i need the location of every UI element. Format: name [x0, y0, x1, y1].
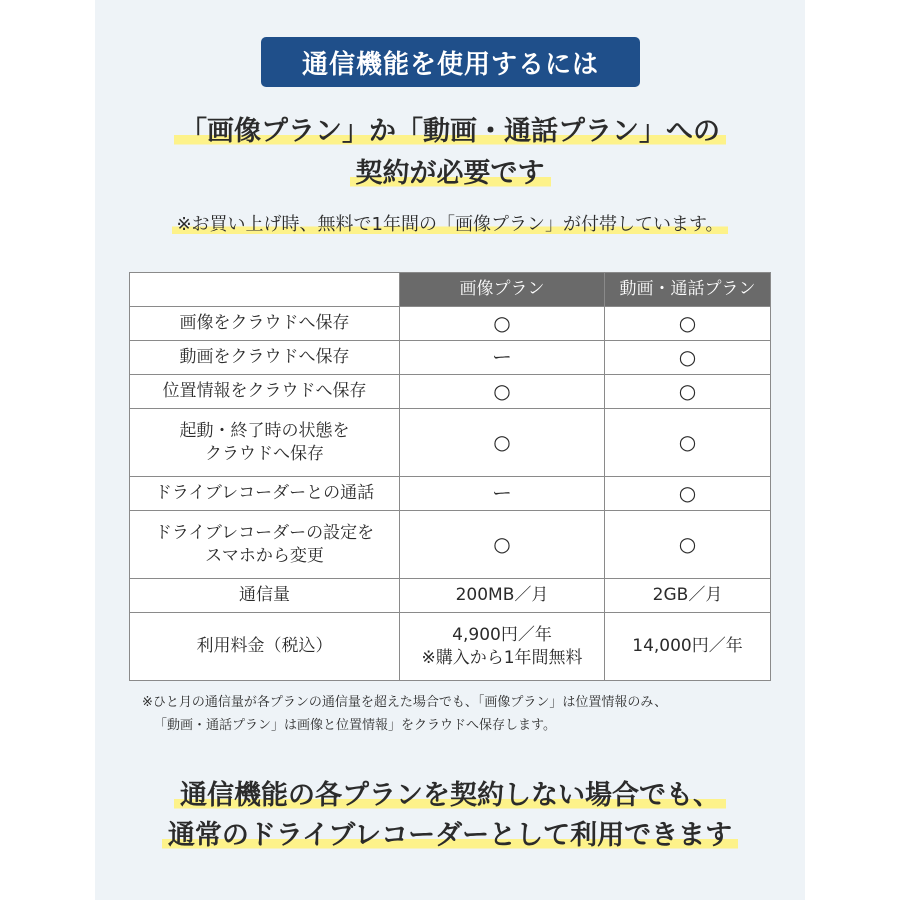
video-plan-cell: ○ — [605, 375, 771, 409]
video-plan-cell: ○ — [605, 307, 771, 341]
bundle-note-text: ※お買い上げ時、無料で1年間の「画像プラン」が付帯しています。 — [172, 214, 727, 235]
headline-line-1-text: 「画像プラン」か「動画・通話プラン」への — [174, 116, 726, 147]
table-row — [130, 511, 771, 579]
headline-line-2-text: 契約が必要です — [350, 158, 551, 189]
table-row — [130, 477, 771, 511]
table-footnote — [142, 692, 782, 738]
feature-cell: ドライブレコーダーとの通話 — [130, 477, 400, 511]
header-image-plan: 画像プラン — [400, 273, 605, 307]
data-volume-label: 通信量 — [130, 579, 400, 613]
data-volume-image-plan: 200MB／月 — [400, 579, 605, 613]
closing-line-2-text: 通常のドライブレコーダーとして利用できます — [162, 820, 738, 851]
closing-line-2 — [0, 822, 900, 849]
feature-cell: 画像をクラウドへ保存 — [130, 307, 400, 341]
fee-image-plan-note: ※購入から1年間無料 — [421, 647, 583, 668]
feature-cell: 位置情報をクラウドへ保存 — [130, 375, 400, 409]
fee-image-plan-price: 4,900円／年 — [452, 624, 552, 645]
feature-cell: 動画をクラウドへ保存 — [130, 341, 400, 375]
section-title-badge: 通信機能を使用するには — [261, 37, 640, 87]
fee-video-plan: 14,000円／年 — [605, 613, 771, 681]
image-plan-cell: ○ — [400, 375, 605, 409]
feature-line-2: スマホから変更 — [205, 545, 324, 566]
table-row — [130, 375, 771, 409]
fee-label: 利用料金（税込） — [130, 613, 400, 681]
image-plan-cell: ー — [400, 341, 605, 375]
feature-line-1: ドライブレコーダーの設定を — [154, 522, 375, 543]
fee-image-plan — [400, 613, 605, 681]
header-video-plan: 動画・通話プラン — [605, 273, 771, 307]
headline-line-2 — [0, 160, 900, 187]
headline-line-1 — [0, 118, 900, 145]
video-plan-cell: ○ — [605, 511, 771, 579]
footnote-line-2: 「動画・通話プラン」は画像と位置情報」をクラウドへ保存します。 — [154, 717, 556, 733]
table-row — [130, 409, 771, 477]
data-volume-row — [130, 579, 771, 613]
image-plan-cell: ○ — [400, 409, 605, 477]
footnote-line-1: ※ひと月の通信量が各プランの通信量を超えた場合でも、「画像プラン」は位置情報のみ、 — [142, 695, 668, 710]
feature-line-1: 起動・終了時の状態を — [179, 420, 350, 441]
plan-comparison-table — [129, 272, 771, 681]
video-plan-cell: ○ — [605, 477, 771, 511]
image-plan-cell: ○ — [400, 307, 605, 341]
feature-line-2: クラウドへ保存 — [205, 443, 324, 464]
image-plan-cell: ○ — [400, 511, 605, 579]
video-plan-cell: ○ — [605, 409, 771, 477]
table-row — [130, 307, 771, 341]
feature-cell — [130, 409, 400, 477]
video-plan-cell: ○ — [605, 341, 771, 375]
feature-cell — [130, 511, 400, 579]
table-header-row — [130, 273, 771, 307]
closing-line-1 — [0, 782, 900, 809]
fee-row — [130, 613, 771, 681]
image-plan-cell: ー — [400, 477, 605, 511]
closing-line-1-text: 通信機能の各プランを契約しない場合でも、 — [174, 780, 726, 811]
bundle-note — [0, 210, 900, 236]
header-corner-cell — [130, 273, 400, 307]
data-volume-video-plan: 2GB／月 — [605, 579, 771, 613]
table-row — [130, 341, 771, 375]
